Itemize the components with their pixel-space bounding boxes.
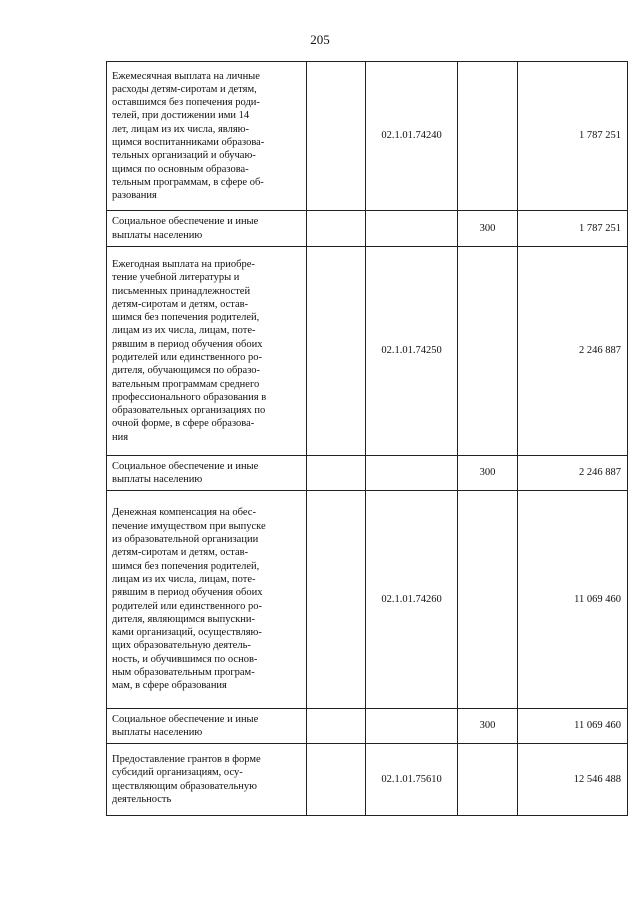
target-code-cell: 02.1.01.74260 <box>366 491 458 709</box>
empty-cell <box>307 491 366 709</box>
table-row <box>107 211 628 247</box>
expense-type-cell <box>458 491 518 709</box>
expense-name-cell: Ежемесячная выплата на личные расходы детям-сиротам и детям, оставшимся без попечения роди- телей, при достижении ими 14 лет, лицам из их числа, являю- щимся воспитанниками образова- тельных организаций и обучаю- щимся по основным образова- тельным программам, в сфере об- разования <box>107 62 307 211</box>
target-code-cell <box>366 211 458 247</box>
table-row <box>107 744 628 816</box>
target-code-cell: 02.1.01.74250 <box>366 247 458 456</box>
amount-cell: 1 787 251 <box>518 211 628 247</box>
table-row <box>107 62 628 211</box>
empty-cell <box>307 709 366 744</box>
target-code-cell: 02.1.01.75610 <box>366 744 458 816</box>
expense-type-cell: 300 <box>458 709 518 744</box>
amount-cell: 11 069 460 <box>518 709 628 744</box>
expense-name-cell: Социальное обеспечение и иные выплаты населению <box>107 456 307 491</box>
amount-cell: 11 069 460 <box>518 491 628 709</box>
table-row <box>107 491 628 709</box>
expense-name-cell: Социальное обеспечение и иные выплаты населению <box>107 709 307 744</box>
amount-cell: 2 246 887 <box>518 456 628 491</box>
empty-cell <box>307 211 366 247</box>
expense-type-cell <box>458 247 518 456</box>
expense-name-cell: Денежная компенсация на обес- печение имуществом при выпуске из образовательной организации детям-сиротам и детям, остав- шимся без попечения родителей, лицам из их числа, лицам, поте- рявшим в период обучения обоих родителей или единственного ро- дителя, являющимся выпускни- ками организаций, осуществляю- щих образовательную деятель- ность, и обучившимся по основ- ным образовательным програм- мам, в сфере образования <box>107 491 307 709</box>
page-number: 205 <box>310 32 330 47</box>
target-code-cell <box>366 709 458 744</box>
empty-cell <box>307 62 366 211</box>
expense-name-cell: Предоставление грантов в форме субсидий организациям, осу- ществляющим образовательную деятельность <box>107 744 307 816</box>
budget-table <box>106 61 628 816</box>
target-code-cell: 02.1.01.74240 <box>366 62 458 211</box>
expense-name-cell: Ежегодная выплата на приобре- тение учебной литературы и письменных принадлежностей детям-сиротам и детям, остав- шимся без попечения родителей, лицам из их числа, лицам, поте- рявшим в период обучения обоих родителей или единственного ро- дителя, обучающимся по образо- вательным программам среднего профессионального образования в образовательных организациях по очной форме, в сфере образова- ния <box>107 247 307 456</box>
table-row <box>107 247 628 456</box>
amount-cell: 2 246 887 <box>518 247 628 456</box>
table-row <box>107 456 628 491</box>
expense-type-cell: 300 <box>458 211 518 247</box>
expense-type-cell: 300 <box>458 456 518 491</box>
table-row <box>107 709 628 744</box>
target-code-cell <box>366 456 458 491</box>
expense-type-cell <box>458 62 518 211</box>
empty-cell <box>307 744 366 816</box>
empty-cell <box>307 247 366 456</box>
empty-cell <box>307 456 366 491</box>
expense-type-cell <box>458 744 518 816</box>
amount-cell: 1 787 251 <box>518 62 628 211</box>
expense-name-cell: Социальное обеспечение и иные выплаты населению <box>107 211 307 247</box>
amount-cell: 12 546 488 <box>518 744 628 816</box>
